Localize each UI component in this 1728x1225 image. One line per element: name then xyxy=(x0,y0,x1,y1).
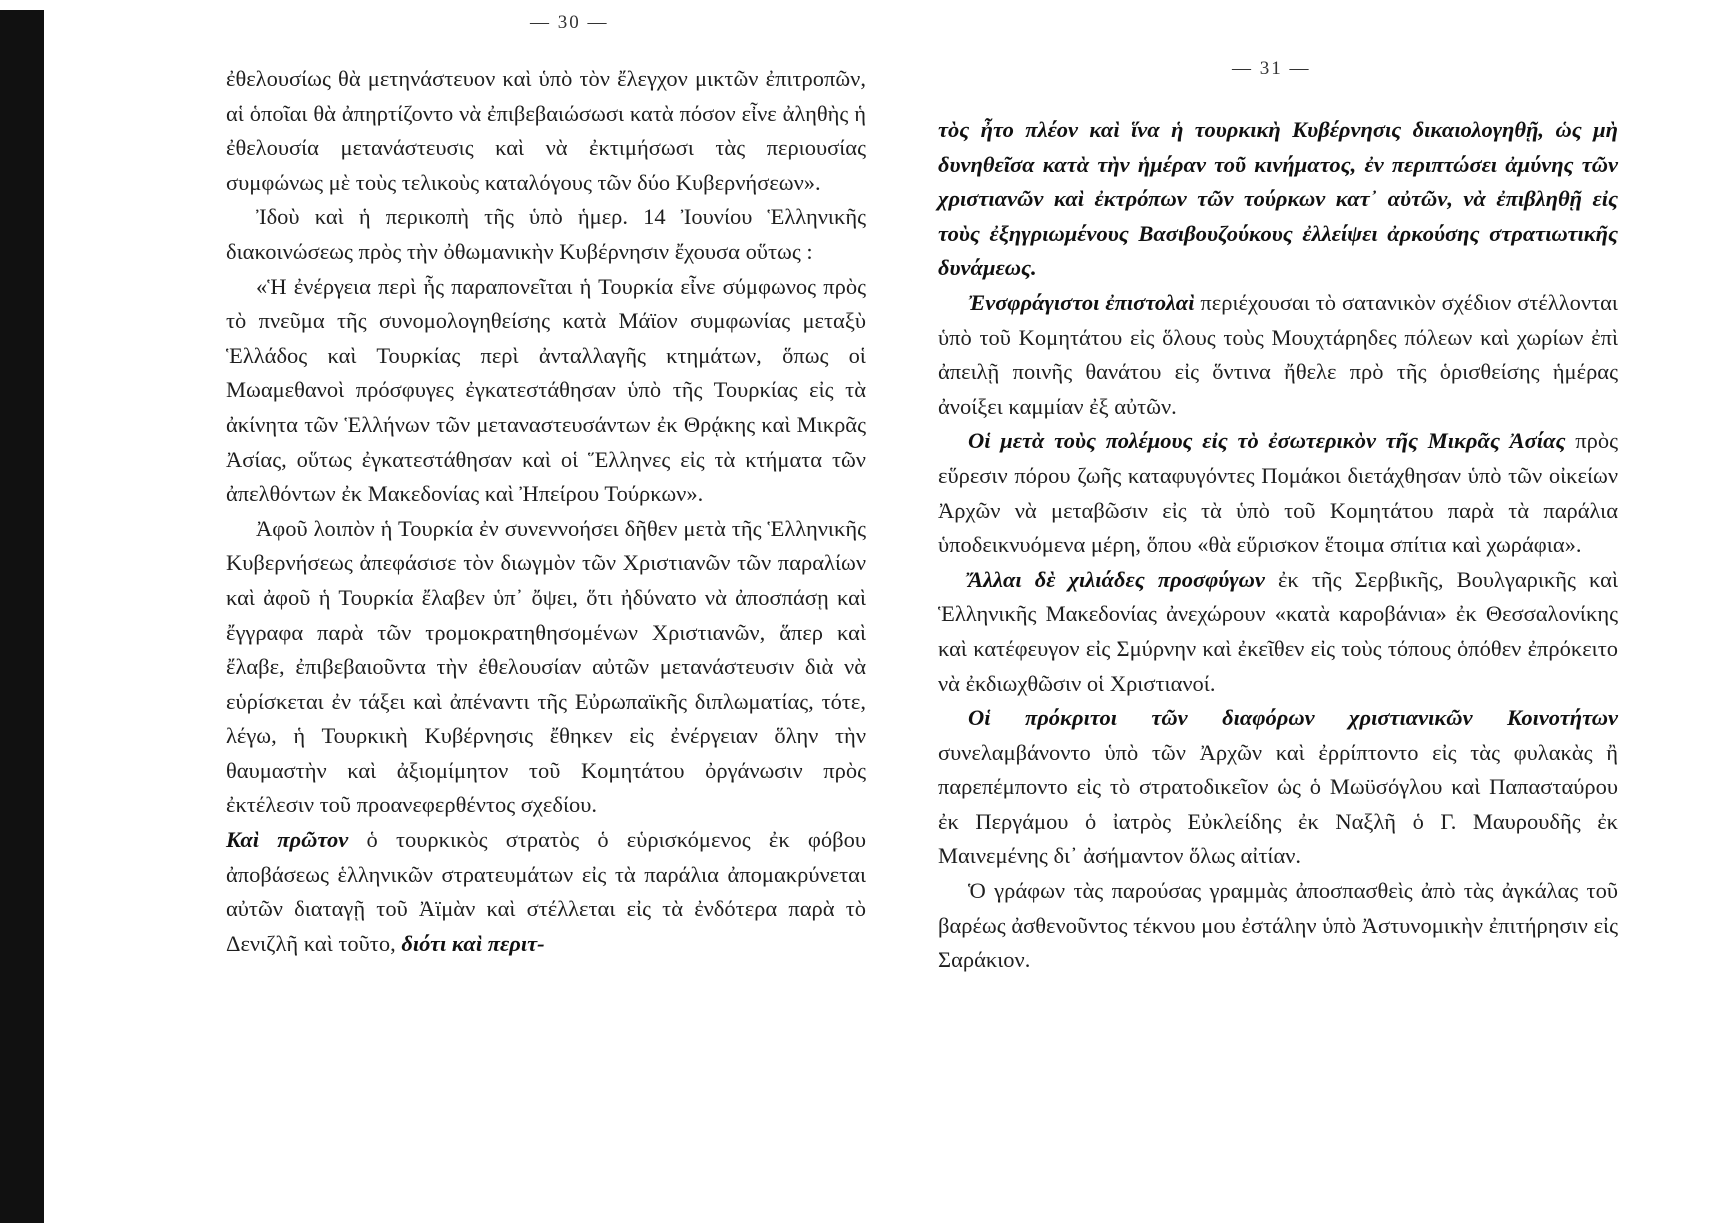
paragraph: Ἄλλαι δὲ χιλιάδες προσφύγων ἐκ τῆς Σερβικῆς, Βουλγαρικῆς καὶ Ἑλληνικῆς Μακεδονίας ἀνεχώρουν «κατὰ καροβάνια» ἐκ Θεσσαλονίκης καὶ κατέφευγον εἰς Σμύρνην καὶ ἐκεῖθεν εἰς τοὺς τόπους ὁπόθεν ἐπρόκειτο νὰ ἐκδιωχθῶσιν οἱ Χριστιανοί. xyxy=(938,566,1618,696)
paragraph: Οἱ μετὰ τοὺς πολέμους εἰς τὸ ἐσωτερικὸν τῆς Μικρᾶς Ἀσίας πρὸς εὕρεσιν πόρου ζωῆς καταφυγόντες Πομάκοι διετάχθησαν ὑπὸ τῶν οἰκείων Ἀρχῶν νὰ μεταβῶσιν εἰς τὰ ὑπὸ τοῦ Κομητάτου παρὰ τὰ παράλια ὑποδεικνυόμενα μέρη, ὅπου «θὰ εὕρισκον ἕτοιμα σπίτια καὶ χωράφια». xyxy=(938,428,1618,558)
bold-lead: Καὶ πρῶτον xyxy=(226,827,349,853)
paragraph: Ὁ γράφων τὰς παρούσας γραμμὰς ἀποσπασθεὶς ἀπὸ τὰς ἀγκάλας τοῦ βαρέως ἀσθενοῦντος τέκνου μου ἐστάλην ὑπὸ Ἀστυνομικὴν ἐπιτήρησιν εἰς Σαράκιον. xyxy=(938,878,1618,973)
paragraph: Ἰδοὺ καὶ ἡ περικοπὴ τῆς ὑπὸ ἡμερ. 14 Ἰουνίου Ἑλληνικῆς διακοινώσεως πρὸς τὴν ὀθωμανικὴν Κυβέρνησιν ἔχουσα οὕτως : xyxy=(226,204,866,264)
right-page-text xyxy=(938,113,1618,978)
right-page-number: — 31 — xyxy=(1232,58,1311,79)
paragraph: Οἱ πρόκριτοι τῶν διαφόρων χριστιανικῶν Κοινοτήτων συνελαμβάνοντο ὑπὸ τῶν Ἀρχῶν καὶ ἐρρίπτοντο εἰς τὰς φυλακὰς ἢ παρεπέμποντο εἰς τὸ στρατοδικεῖον ὡς ὁ Μωϋσόγλου καὶ Παπασταύρου ἐκ Περγάμου ὁ ἰατρὸς Εὐκλείδης ἐκ Ναξλῆ ὁ Γ. Μαυρουδῆς ἐκ Μαινεμένης δι᾿ ἀσήμαντον ὅλως αἰτίαν. xyxy=(938,705,1618,869)
paragraph: Ἀφοῦ λοιπὸν ἡ Τουρκία ἐν συνεννοήσει δῆθεν μετὰ τῆς Ἑλληνικῆς Κυβερνήσεως ἀπεφάσισε τὸν διωγμὸν τῶν Χριστιανῶν τῶν παραλίων καὶ ἀφοῦ ἡ Τουρκία ἔλαβεν ὑπ᾿ ὄψει, ὅτι ἠδύνατο νὰ ἀποσπάσῃ καὶ ἔγγραφα παρὰ τῶν τρομοκρατηθησομένων Χριστιανῶν, ἅπερ καὶ ἔλαβε, ἐπιβεβαιοῦντα τὴν ἐθελουσίαν αὐτῶν μετανάστευσιν διὰ νὰ εὑρίσκεται ἐν τάξει καὶ ἀπέναντι τῆς Εὐρωπαϊκῆς διπλωματίας, τότε, λέγω, ἡ Τουρκικὴ Κυβέρνησις ἔθηκεν εἰς ἐνέργειαν ὅλην τὴν θαυμαστὴν καὶ ἀξιομίμητον τοῦ Κομητάτου ὀργάνωσιν πρὸς ἐκτέλεσιν τοῦ προανεφερθέντος σχεδίου. xyxy=(226,515,866,818)
paragraph: Καὶ πρῶτον ὁ τουρκικὸς στρατὸς ὁ εὑρισκόμενος ἐκ φόβου ἀποβάσεως ἑλληνικῶν στρατευμάτων εἰς τὰ παράλια ἀπομακρύνεται αὐτῶν διαταγῇ τοῦ Ἀϊμὰν καὶ στέλλεται εἰς τὰ ἐνδότερα παρὰ τὸ Δενιζλῆ καὶ τοῦτο, διότι καὶ περιτ- xyxy=(226,827,867,956)
paragraph: ἐθελουσίως θὰ μετηνάστευον καὶ ὑπὸ τὸν ἔλεγχον μικτῶν ἐπιτροπῶν, αἱ ὁποῖαι θὰ ἀπηρτίζοντο νὰ ἐπιβεβαιώσωσι κατὰ πόσον εἶνε ἀληθὴς ἡ ἐθελουσία μετανάστευσις καὶ νὰ ἐκτιμήσωσι τὰς περιουσίας συμφώνως μὲ τοὺς τελικοὺς καταλόγους τῶν δύο Κυβερνήσεων». xyxy=(226,66,866,195)
paragraph: «Ἡ ἐνέργεια περὶ ἧς παραπονεῖται ἡ Τουρκία εἶνε σύμφωνος πρὸς τὸ πνεῦμα τῆς συνομολογηθείσης κατὰ Μάϊον συμφωνίας μεταξὺ Ἑλλάδος καὶ Τουρκίας περὶ ἀνταλλαγῆς κτημάτων, ὅπως οἱ Μωαμεθανοὶ πρόσφυγες ἐγκατεστάθησαν ὑπὸ τῆς Τουρκίας εἰς τὰ ἀκίνητα τῶν Ἑλλήνων τῶν μεταναστευσάντων ἐκ Θρᾴκης καὶ Μικρᾶς Ἀσίας, οὕτως ἐγκατεστάθησαν καὶ οἱ Ἕλληνες εἰς τὰ κτήματα τῶν ἀπελθόντων ἐκ Μακεδονίας καὶ Ἠπείρου Τούρκων». xyxy=(226,273,866,507)
bold-tail: διότι καὶ περιτ- xyxy=(401,930,545,956)
left-page-number: — 30 — xyxy=(530,12,609,33)
scan-binding-edge xyxy=(0,10,44,1223)
paragraph: τὸς ἦτο πλέον καὶ ἵνα ἡ τουρκικὴ Κυβέρνησις δικαιολογηθῇ, ὡς μὴ δυνηθεῖσα κατὰ τὴν ἡμέραν τοῦ κινήματος, ἐν περιπτώσει ἀμύνης τῶν χριστιανῶν καὶ ἐκτρόπων τῶν τούρκων κατ᾿ αὐτῶν, νὰ ἐπιβληθῇ εἰς τοὺς ἐξηγριωμένους Βασιβουζούκους ἐλλείψει ἀρκούσης στρατιωτικῆς δυνάμεως. xyxy=(938,117,1618,281)
paragraph: Ἐνσφράγιστοι ἐπιστολαὶ περιέχουσαι τὸ σατανικὸν σχέδιον στέλλονται ὑπὸ τοῦ Κομητάτου εἰς ὅλους τοὺς Μουχτάρηδες πόλεων καὶ χωρίων ἐπὶ ἀπειλῇ ποινῆς θανάτου εἰς ὅντινα ἤθελε πρὸ τῆς ὁρισθείσης ἡμέρας ἀνοίξει καμμίαν ἐξ αὐτῶν. xyxy=(938,289,1618,419)
left-page-text xyxy=(226,62,866,961)
